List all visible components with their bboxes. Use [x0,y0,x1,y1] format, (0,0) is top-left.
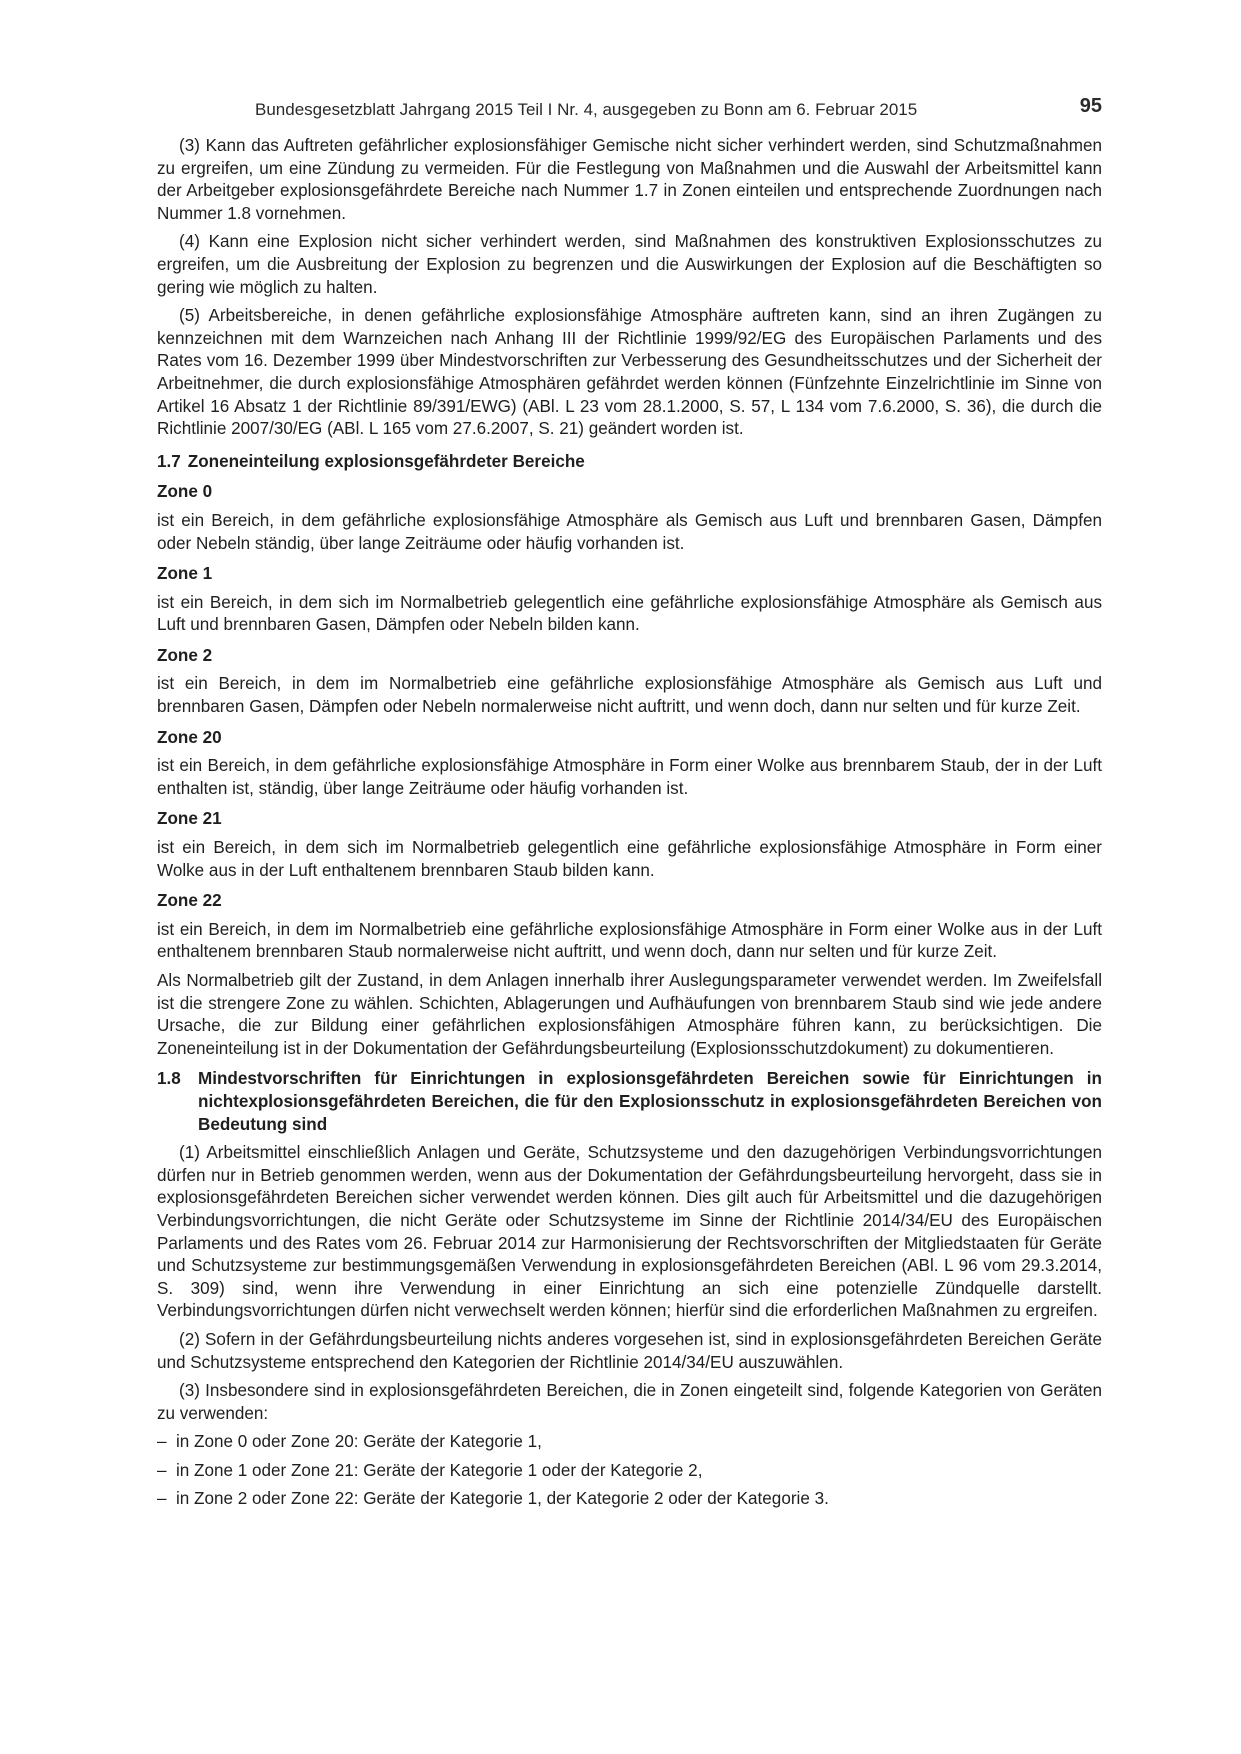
section-title: Mindestvorschriften für Einrichtungen in explosionsgefährdeten Bereichen sowie für Einrichtungen in nichtexplosionsgefährdeten Bereichen, die für den Explosionsschutz in explosionsgefährdeten Bereichen von Bedeutung sind [198,1069,1102,1134]
dash-bullet: – [157,1460,167,1480]
zone-22-text: ist ein Bereich, in dem im Normalbetrieb eine gefährliche explosionsfähige Atmosphäre in Form einer Wolke aus in der Luft enthaltenem brennbaren Staub normalerweise nicht auftritt, und wenn doch, dann nur selten und für kurze Zeit. [157,919,1102,962]
list-item [157,1431,1102,1454]
section-1-8-paragraph-2: (2) Sofern in der Gefährdungsbeurteilung nichts anderes vorgesehen ist, sind in explosionsgefährdeten Bereichen Geräte und Schutzsysteme entsprechend den Kategorien der Richtlinie 2014/34/EU auszuwählen. [157,1329,1102,1372]
zone-0-heading: Zone 0 [157,482,213,502]
zone-2-heading: Zone 2 [157,645,213,665]
zone-20-heading: Zone 20 [157,727,222,747]
dash-bullet: – [157,1489,167,1509]
list-item-text: in Zone 0 oder Zone 20: Geräte der Kategorie 1, [176,1432,542,1452]
paragraph-4: (4) Kann eine Explosion nicht sicher verhindert werden, sind Maßnahmen des konstruktiven Explosionsschutzes zu ergreifen, um die Ausbreitung der Explosion zu begrenzen und die Auswirkungen der Explosion auf die Beschäftigten so gering wie möglich zu halten. [157,232,1102,297]
page-header [157,96,1102,126]
zone-0-text: ist ein Bereich, in dem gefährliche explosionsfähige Atmosphäre als Gemisch aus Luft und brennbaren Gasen, Dämpfen oder Nebeln ständig, über lange Zeiträume oder häufig vorhanden ist. [157,510,1102,553]
list-item-text: in Zone 2 oder Zone 22: Geräte der Kategorie 1, der Kategorie 2 oder der Kategorie 3. [176,1489,829,1509]
section-1-7-heading [157,451,1102,474]
paragraph-3: (3) Kann das Auftreten gefährlicher explosionsfähiger Gemische nicht sicher verhindert werden, sind Schutzmaßnahmen zu ergreifen, um eine Zündung zu vermeiden. Für die Festlegung von Maßnahmen und die Auswahl der Arbeitsmittel kann der Arbeitgeber explosionsgefährdete Bereiche nach Nummer 1.7 in Zonen einteilen und entsprechende Zuordnungen nach Nummer 1.8 vornehmen. [157,136,1102,223]
normalbetrieb-paragraph: Als Normalbetrieb gilt der Zustand, in dem Anlagen innerhalb ihrer Auslegungsparameter verwendet werden. Im Zweifelsfall ist die strengere Zone zu wählen. Schichten, Ablagerungen und Aufhäufungen von brennbarem Staub sind wie jede andere Ursache, die zur Bildung einer gefährlichen explosionsfähigen Atmosphäre führen kann, zu berücksichtigen. Die Zoneneinteilung ist in der Dokumentation der Gefährdungsbeurteilung (Explosionsschutzdokument) zu dokumentieren. [157,971,1102,1058]
page-body [157,135,1102,1511]
zone-2-text: ist ein Bereich, in dem im Normalbetrieb eine gefährliche explosionsfähige Atmosphäre als Gemisch aus Luft und brennbaren Gasen, Dämpfen oder Nebeln normalerweise nicht auftritt, und wenn doch, dann nur selten und für kurze Zeit. [157,674,1102,717]
section-title: Zoneneinteilung explosionsgefährdeter Bereiche [187,451,585,471]
section-1-8-paragraph-1: (1) Arbeitsmittel einschließlich Anlagen und Geräte, Schutzsysteme und den dazugehörigen Verbindungsvorrichtungen dürfen nur in Betrieb genommen werden, wenn aus der Dokumentation der Gefährdungsbeurteilung hervorgeht, dass sie in explosionsgefährdeten Bereichen sicher verwendet werden können. Dies gilt auch für Arbeitsmittel und die dazugehörigen Verbindungsvorrichtungen, die nicht Geräte oder Schutzsysteme im Sinne der Richtlinie 2014/34/EU des Europäischen Parlaments und des Rates vom 26. Februar 2014 zur Harmonisierung der Rechtsvorschriften der Mitgliedstaaten für Geräte und Schutzsysteme zur bestimmungsgemäßen Verwendung in explosionsgefährdeten Bereichen (ABl. L 96 vom 29.3.2014, S. 309) sind, wenn ihre Verwendung in einer Einrichtung an sich eine potenzielle Zündquelle darstellt. Verbindungsvorrichtungen dürfen nicht verwechselt werden können; hierfür sind die erforderlichen Maßnahmen zu ergreifen. [157,1143,1102,1321]
dash-bullet: – [157,1432,167,1452]
zone-21-heading: Zone 21 [157,809,222,829]
paragraph-5: (5) Arbeitsbereiche, in denen gefährliche explosionsfähige Atmosphäre auftreten kann, sind an ihren Zugängen zu kennzeichnen mit dem Warnzeichen nach Anhang III der Richtlinie 1999/92/EG des Europäischen Parlaments und des Rates vom 16. Dezember 1999 über Mindestvorschriften zur Verbesserung des Gesundheitsschutzes und der Sicherheit der Arbeitnehmer, die durch explosionsfähige Atmosphären gefährdet werden können (Fünfzehnte Einzelrichtlinie im Sinne von Artikel 16 Absatz 1 der Richtlinie 89/391/EWG) (ABl. L 23 vom 28.1.2000, S. 57, L 134 vom 7.6.2000, S. 36), die durch die Richtlinie 2007/30/EG (ABl. L 165 vom 27.6.2007, S. 21) geändert worden ist. [157,306,1102,439]
zone-20-text: ist ein Bereich, in dem gefährliche explosionsfähige Atmosphäre in Form einer Wolke aus brennbarem Staub, der in der Luft enthalten ist, ständig, über lange Zeiträume oder häufig vorhanden ist. [157,756,1102,798]
zone-1-heading: Zone 1 [157,564,213,584]
zone-22-heading: Zone 22 [157,891,222,911]
list-item-text: in Zone 1 oder Zone 21: Geräte der Kategorie 1 oder der Kategorie 2, [176,1460,703,1480]
section-1-8-paragraph-3: (3) Insbesondere sind in explosionsgefährdeten Bereichen, die in Zonen eingeteilt sind, folgende Kategorien von Geräten zu verwenden: [157,1381,1102,1423]
list-item [157,1488,1102,1511]
document-page [157,96,1102,1517]
zone-21-text: ist ein Bereich, in dem sich im Normalbetrieb gelegentlich eine gefährliche explosionsfähige Atmosphäre in Form einer Wolke aus in der Luft enthaltenem brennbaren Staub bilden kann. [157,838,1102,880]
running-title: Bundesgesetzblatt Jahrgang 2015 Teil I Nr. 4, ausgegeben zu Bonn am 6. Februar 2015 [255,100,918,119]
section-number: 1.7 [157,451,181,471]
section-1-8-heading [157,1068,1102,1136]
zone-1-text: ist ein Bereich, in dem sich im Normalbetrieb gelegentlich eine gefährliche explosionsfähige Atmosphäre als Gemisch aus Luft und brennbaren Gasen, Dämpfen oder Nebeln bilden kann. [157,592,1102,635]
list-item [157,1460,1102,1483]
page-number: 95 [1079,95,1102,117]
section-number: 1.8 [157,1069,181,1089]
